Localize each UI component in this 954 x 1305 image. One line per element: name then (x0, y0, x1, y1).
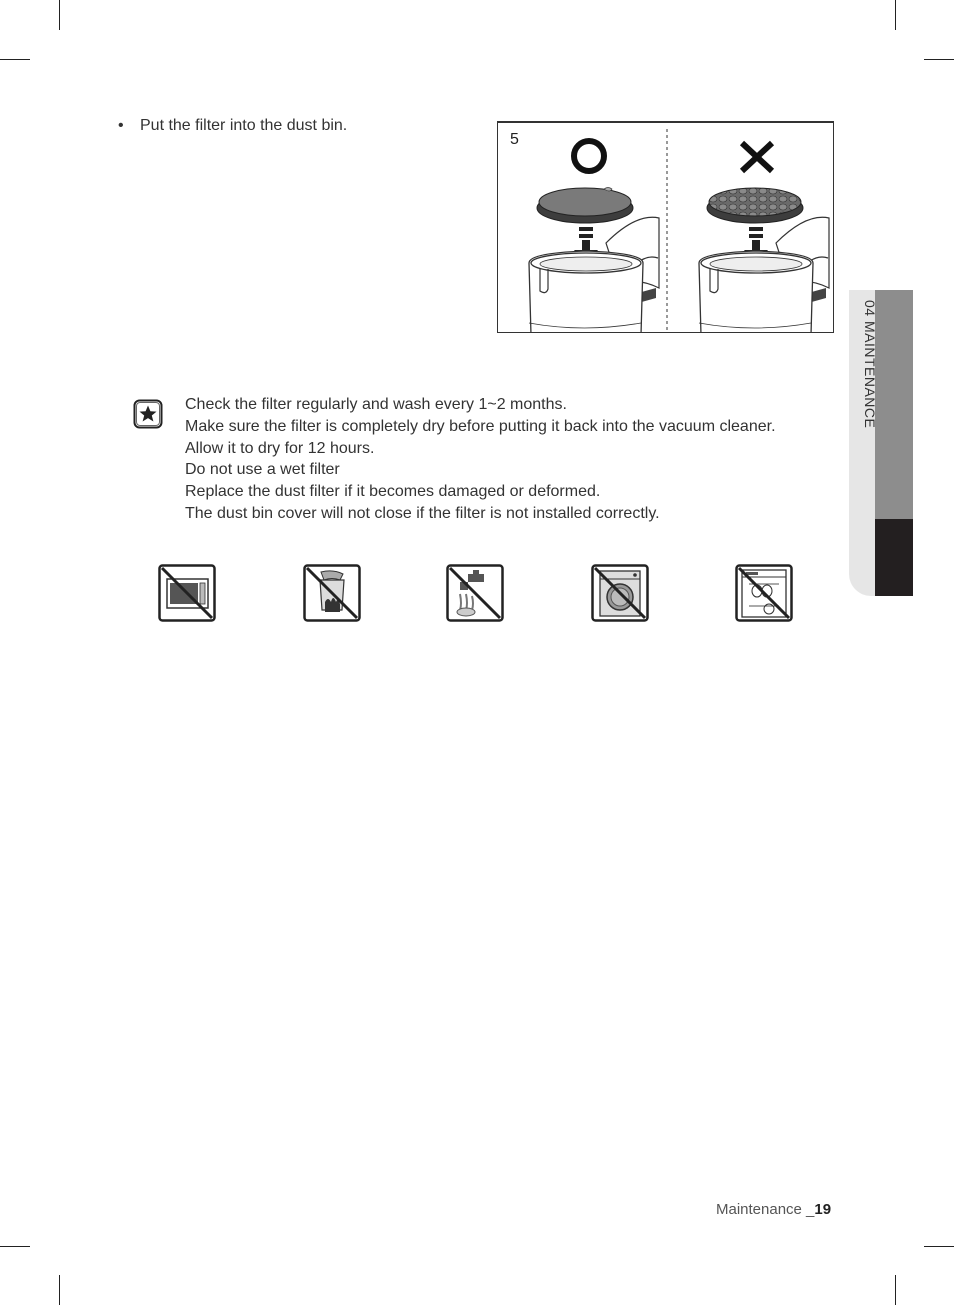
no-hair-dryer-icon (303, 564, 361, 622)
side-tab-marker (875, 519, 913, 596)
note-line: Allow it to dry for 12 hours. (185, 439, 375, 457)
chapter-label: 04 MAINTENANCE (862, 300, 878, 429)
footer-section: Maintenance _ (716, 1201, 815, 1218)
crop-mark (924, 59, 954, 60)
crop-mark (0, 59, 30, 60)
instruction-bullet (118, 117, 347, 135)
incorrect-panel (699, 143, 829, 333)
crop-mark (0, 1246, 30, 1247)
crop-mark (59, 0, 60, 30)
instruction-text: Put the filter into the dust bin. (140, 117, 348, 134)
crop-mark (895, 0, 896, 30)
no-dishwasher-icon (735, 564, 793, 622)
step-number: 5 (510, 131, 519, 148)
page-number: 19 (814, 1201, 832, 1218)
note-line: Do not use a wet filter (185, 461, 340, 479)
crop-mark (924, 1246, 954, 1247)
filter-bumpy-side (709, 188, 801, 216)
crop-mark (895, 1275, 896, 1305)
note-line: Check the filter regularly and wash every 1~2 months. (185, 396, 567, 413)
note-text (185, 394, 845, 525)
note-line: Make sure the filter is completely dry before putting it back into the vacuum cleaner. (185, 417, 776, 435)
no-hot-water-icon (446, 564, 504, 622)
crop-mark (59, 1275, 60, 1305)
correct-panel (529, 141, 659, 333)
filter-illustration (497, 121, 834, 333)
star-note-icon (133, 399, 163, 429)
side-tab-band (875, 290, 913, 519)
correct-o-icon (574, 141, 604, 171)
note-line: The dust bin cover will not close if the filter is not installed correctly. (185, 504, 660, 522)
no-washing-machine-icon (591, 564, 649, 622)
filter-smooth-side (539, 188, 631, 216)
no-microwave-icon (158, 564, 216, 622)
page-footer (716, 1201, 831, 1218)
bullet-glyph: • (118, 117, 124, 134)
note-line: Replace the dust filter if it becomes damaged or deformed. (185, 483, 601, 501)
